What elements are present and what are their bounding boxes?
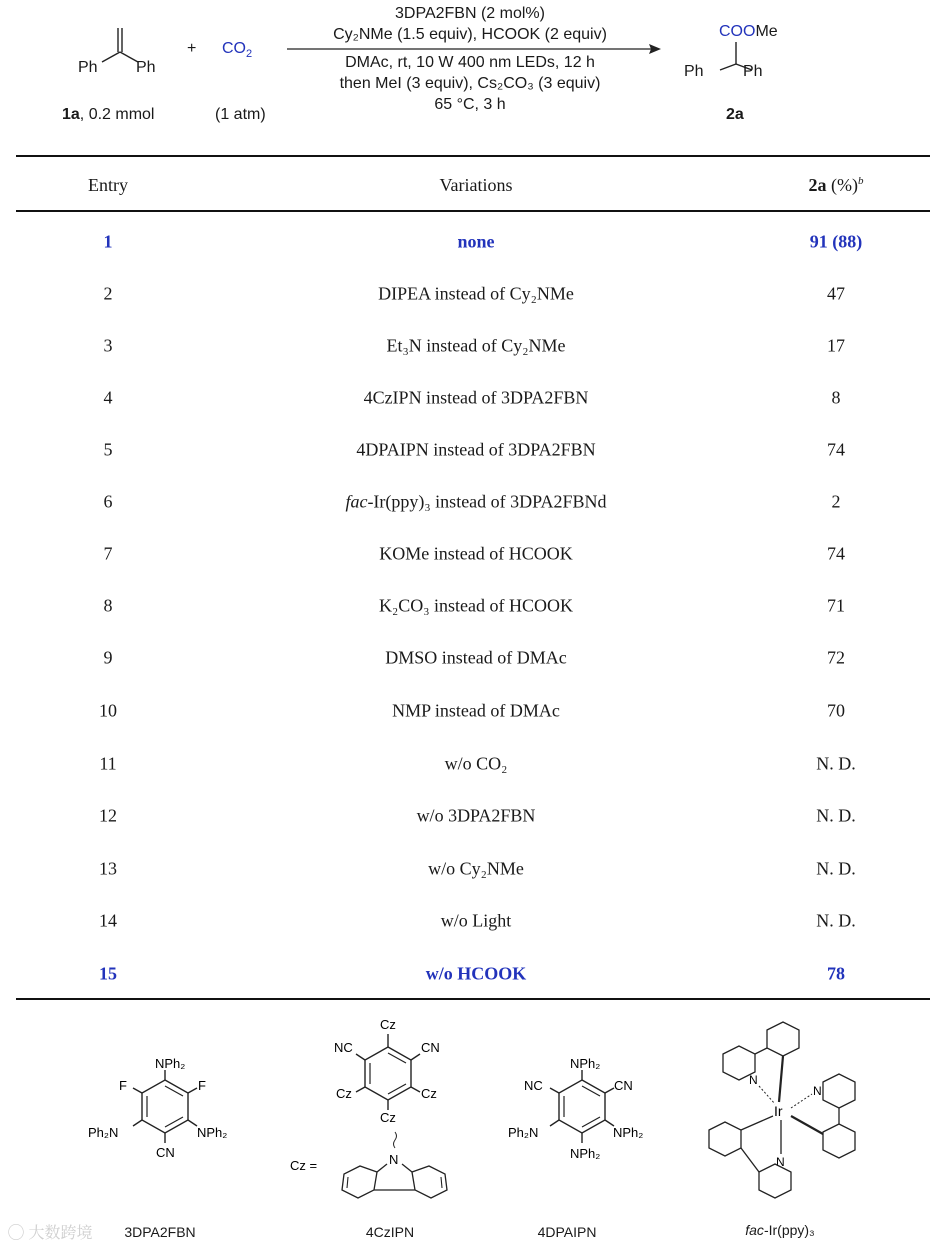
table-row bbox=[16, 580, 930, 632]
header-yield-sup: b bbox=[857, 175, 864, 187]
table-row bbox=[16, 685, 930, 737]
cell-variation: Et₃N instead of Cy₂NMe bbox=[386, 335, 566, 356]
cell-entry: 2 bbox=[103, 283, 113, 304]
cell-variation: w/o Cy₂NMe bbox=[428, 858, 524, 879]
cell-entry: 11 bbox=[99, 753, 117, 774]
dpaipn-ph2n: Ph₂N bbox=[508, 1125, 539, 1140]
table-row bbox=[16, 268, 930, 320]
table-row bbox=[16, 843, 930, 895]
cell-yield: 74 bbox=[827, 439, 845, 460]
cell-yield: 2 bbox=[831, 491, 841, 512]
czipn-nc: NC bbox=[334, 1040, 353, 1055]
czipn-cz-top: Cz bbox=[380, 1017, 396, 1032]
czipn-cz-bottom: Cz bbox=[380, 1110, 396, 1125]
product-ph-right: Ph bbox=[743, 63, 763, 80]
czipn-cn: CN bbox=[421, 1040, 440, 1055]
table-row bbox=[16, 424, 930, 476]
cell-yield: N. D. bbox=[816, 753, 856, 774]
cell-yield: 47 bbox=[827, 283, 845, 304]
watermark bbox=[8, 1220, 92, 1243]
cell-yield: 74 bbox=[827, 543, 845, 564]
label-4czipn: 4CzIPN bbox=[365, 1224, 415, 1240]
watermark-icon: ◯ bbox=[8, 1225, 25, 1242]
co2-pressure: (1 atm) bbox=[215, 106, 266, 123]
cell-variation: w/o CO₂ bbox=[444, 753, 508, 774]
cell-variation: DMSO instead of DMAc bbox=[385, 647, 567, 668]
cell-entry: 7 bbox=[103, 543, 113, 564]
dpaipn-cn: CN bbox=[614, 1078, 633, 1093]
header-yield-bold: 2a bbox=[808, 175, 827, 195]
cell-entry: 10 bbox=[99, 700, 117, 721]
structure-ir-ppy3 bbox=[695, 1012, 870, 1212]
dpa2fbn-cn: CN bbox=[156, 1145, 175, 1160]
czipn-cz-right: Cz bbox=[421, 1086, 437, 1101]
conditions-line-2: Cy₂NMe (1.5 equiv), HCOOK (2 equiv) bbox=[333, 26, 607, 43]
cell-variation bbox=[176, 492, 776, 513]
dpa2fbn-ph2n-left: Ph₂N bbox=[88, 1125, 119, 1140]
cell-entry: 15 bbox=[99, 963, 117, 984]
cell-yield: 78 bbox=[827, 963, 845, 984]
product-ester-me: Me bbox=[755, 23, 778, 40]
cell-yield: 72 bbox=[827, 647, 845, 668]
conditions-line-5: 65 °C, 3 h bbox=[434, 96, 506, 113]
ir-center: Ir bbox=[774, 1103, 783, 1119]
dpa2fbn-f-left: F bbox=[119, 1078, 127, 1093]
cell-entry: 13 bbox=[99, 858, 117, 879]
header-yield bbox=[776, 175, 896, 196]
header-entry: Entry bbox=[88, 175, 128, 195]
dpa2fbn-f-right: F bbox=[198, 1078, 206, 1093]
ir-n-2: N bbox=[813, 1084, 822, 1098]
cell-yield: 70 bbox=[827, 700, 845, 721]
cell-variation-rest: -Ir(ppy)₃ instead of 3DPA2FBNd bbox=[367, 491, 607, 512]
table-row bbox=[16, 790, 930, 842]
czipn-n: N bbox=[389, 1152, 399, 1167]
reactant-label-bold: 1a bbox=[62, 106, 80, 123]
cell-entry: 8 bbox=[103, 595, 113, 616]
cell-variation: w/o 3DPA2FBN bbox=[416, 805, 536, 826]
co2-sub: 2 bbox=[246, 48, 253, 61]
co2-formula bbox=[222, 40, 252, 60]
table-bottom-rule bbox=[16, 998, 930, 1000]
dpaipn-nph2-bottom: NPh₂ bbox=[570, 1146, 601, 1161]
reactant-label bbox=[62, 106, 154, 124]
dpa2fbn-nph2-right: NPh₂ bbox=[197, 1125, 228, 1140]
header-yield-rest: (%) bbox=[826, 175, 858, 195]
conditions-line-1: 3DPA2FBN (2 mol%) bbox=[395, 5, 545, 22]
cell-entry: 4 bbox=[103, 387, 113, 408]
table-row bbox=[16, 320, 930, 372]
cell-variation: w/o HCOOK bbox=[425, 963, 527, 984]
cell-entry: 3 bbox=[103, 335, 113, 356]
cell-entry: 14 bbox=[99, 910, 117, 931]
cell-yield: 91 (88) bbox=[809, 231, 863, 252]
dpa2fbn-nph2-top: NPh₂ bbox=[155, 1056, 186, 1071]
co2-main: CO bbox=[222, 40, 246, 57]
reaction-arrow bbox=[285, 42, 665, 56]
label-ir-ppy3 bbox=[720, 1222, 840, 1238]
cell-variation-italic: fac bbox=[345, 491, 368, 512]
table-row bbox=[16, 895, 930, 947]
table-row bbox=[16, 476, 930, 528]
plus-sign: + bbox=[187, 40, 197, 57]
dpaipn-nc: NC bbox=[524, 1078, 543, 1093]
cell-yield: 17 bbox=[827, 335, 845, 356]
ir-n-3: N bbox=[776, 1155, 785, 1169]
cell-variation: DIPEA instead of Cy₂NMe bbox=[378, 283, 574, 304]
cell-entry: 9 bbox=[103, 647, 113, 668]
cell-entry: 5 bbox=[103, 439, 113, 460]
ir-n-1: N bbox=[749, 1073, 758, 1087]
table-top-rule bbox=[16, 155, 930, 157]
product-ester bbox=[719, 23, 778, 41]
reactant-label-rest: , 0.2 mmol bbox=[79, 106, 155, 123]
table-row bbox=[16, 372, 930, 424]
cell-entry: 6 bbox=[103, 491, 113, 512]
dpaipn-nph2-top: NPh₂ bbox=[570, 1056, 601, 1071]
reactant-ph-right: Ph bbox=[136, 59, 156, 76]
cell-variation: K₂CO₃ instead of HCOOK bbox=[378, 595, 574, 616]
table-row bbox=[16, 948, 930, 1000]
cell-entry: 1 bbox=[103, 231, 113, 252]
cell-yield: 71 bbox=[827, 595, 845, 616]
product-ph-left: Ph bbox=[684, 63, 704, 80]
czipn-cz-equals: Cz = bbox=[290, 1158, 318, 1173]
label-4dpaipn: 4DPAIPN bbox=[537, 1224, 597, 1240]
cell-variation: KOMe instead of HCOOK bbox=[379, 543, 573, 564]
czipn-cz-left: Cz bbox=[336, 1086, 352, 1101]
structure-4dpaipn bbox=[500, 1050, 670, 1170]
reactant-ph-left: Ph bbox=[78, 59, 98, 76]
cell-variation: 4CzIPN instead of 3DPA2FBN bbox=[363, 387, 589, 408]
product-label: 2a bbox=[726, 106, 744, 123]
table-row bbox=[16, 632, 930, 684]
cell-yield: N. D. bbox=[816, 858, 856, 879]
dpaipn-nph2-right: NPh₂ bbox=[613, 1125, 644, 1140]
cell-entry: 12 bbox=[99, 805, 117, 826]
cell-variation: 4DPAIPN instead of 3DPA2FBN bbox=[356, 439, 596, 460]
ir-label-rest: -Ir(ppy)₃ bbox=[763, 1222, 815, 1238]
cell-yield: 8 bbox=[831, 387, 841, 408]
cell-variation: w/o Light bbox=[440, 910, 512, 931]
structure-4czipn bbox=[280, 1012, 480, 1212]
cell-yield: N. D. bbox=[816, 910, 856, 931]
ir-label-italic: fac bbox=[745, 1222, 764, 1238]
table-row bbox=[16, 738, 930, 790]
table-row bbox=[16, 216, 930, 268]
structure-3dpa2fbn bbox=[70, 1050, 260, 1170]
cell-variation: none bbox=[457, 231, 495, 252]
header-variations: Variations bbox=[439, 175, 513, 195]
table-header-rule bbox=[16, 210, 930, 212]
watermark-text: 大数跨境 bbox=[28, 1225, 93, 1242]
conditions-line-4: then MeI (3 equiv), Cs₂CO₃ (3 equiv) bbox=[339, 75, 601, 92]
product-ester-coo: COO bbox=[719, 23, 756, 40]
table-row bbox=[16, 528, 930, 580]
cell-yield: N. D. bbox=[816, 805, 856, 826]
conditions-line-3: DMAc, rt, 10 W 400 nm LEDs, 12 h bbox=[345, 54, 595, 71]
label-3dpa2fbn: 3DPA2FBN bbox=[124, 1224, 196, 1240]
cell-variation: NMP instead of DMAc bbox=[392, 700, 560, 721]
